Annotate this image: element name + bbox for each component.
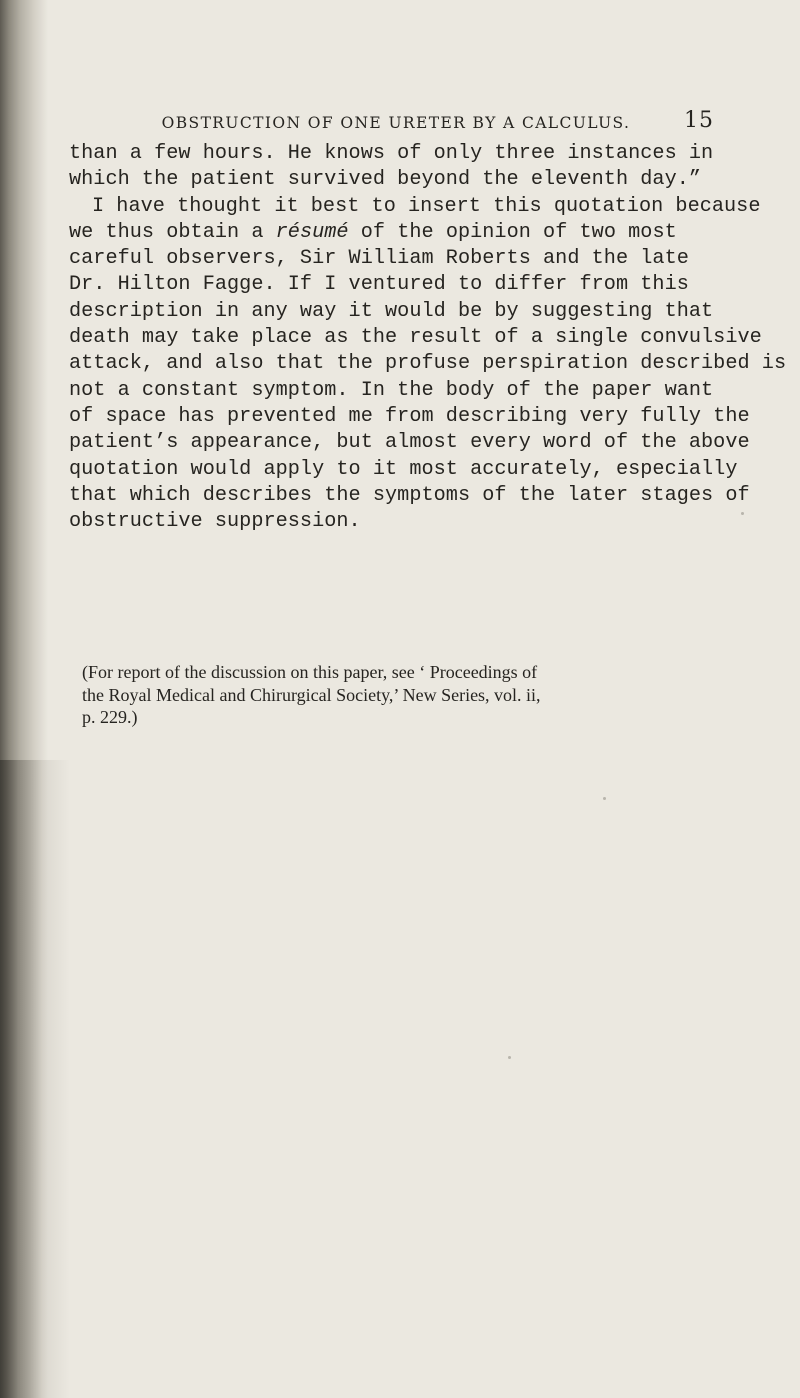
text-line: not a constant symptom. In the body of the paper want <box>69 378 714 402</box>
text-line: obstructive suppression. <box>69 510 361 534</box>
paper-speck <box>508 1056 511 1059</box>
text-line: patient’s appearance, but almost every word of the above <box>69 431 750 455</box>
paper-speck <box>603 797 606 800</box>
text-line: of space has prevented me from describing very fully the <box>69 404 750 428</box>
paper-speck <box>741 512 744 515</box>
text-line: I have thought it best to insert this quotation because <box>92 194 761 218</box>
italic-term: résumé <box>275 220 349 244</box>
page-edge-shadow <box>0 760 70 1398</box>
footnote-line: (For report of the discussion on this paper, see ‘ Proceedings of <box>82 662 538 682</box>
text-line: death may take place as the result of a single convulsive <box>69 326 762 350</box>
text-line: Dr. Hilton Fagge. If I ventured to differ from this <box>69 273 689 297</box>
text-segment: of the opinion of two most <box>348 220 677 244</box>
text-line: attack, and also that the profuse perspiration described is <box>69 352 787 376</box>
text-line: which the patient survived beyond the eleventh day.” <box>69 168 702 192</box>
footnote-line: p. 229.) <box>82 707 138 727</box>
page-number: 15 <box>684 108 714 133</box>
footnote <box>82 661 722 729</box>
text-line: than a few hours. He knows of only three instances in <box>69 142 714 165</box>
text-line: that which describes the symptoms of the later stages of <box>69 483 750 507</box>
text-segment: we thus obtain a <box>69 220 276 244</box>
body-text <box>69 141 787 535</box>
text-line: description in any way it would be by suggesting that <box>69 299 714 323</box>
text-line: quotation would apply to it most accurately, especially <box>69 457 738 481</box>
footnote-line: the Royal Medical and Chirurgical Society,’ New Series, vol. ii, <box>82 684 541 705</box>
running-head: OBSTRUCTION OF ONE URETER BY A CALCULUS. <box>161 114 631 132</box>
text-line: careful observers, Sir William Roberts and the late <box>69 247 689 271</box>
text-line <box>69 220 707 246</box>
